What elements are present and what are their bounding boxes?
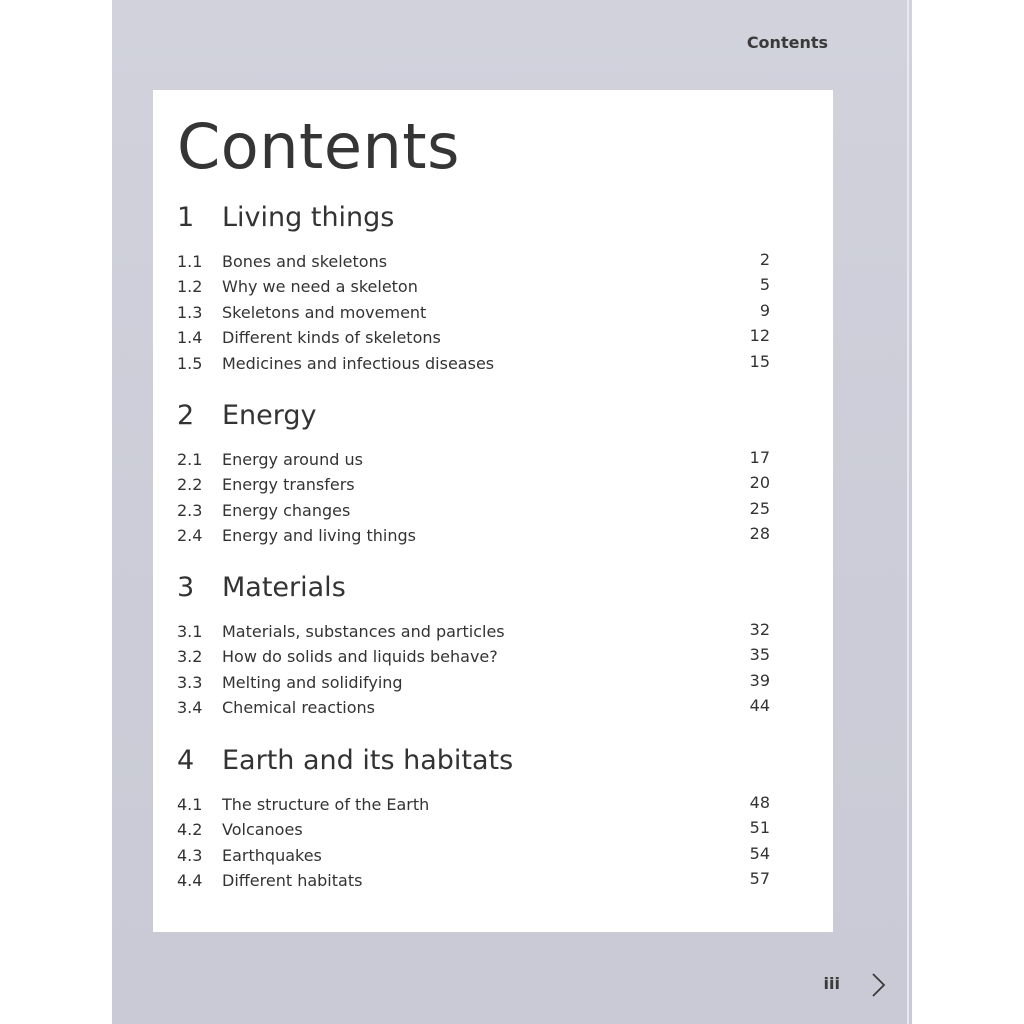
entry-number: 2.2 bbox=[177, 475, 203, 495]
running-head: Contents bbox=[746, 33, 828, 52]
chapter-title: Earth and its habitats bbox=[222, 745, 514, 776]
toc-entry[interactable] bbox=[177, 671, 777, 696]
toc-entry[interactable] bbox=[177, 448, 777, 473]
entry-title: Medicines and infectious diseases bbox=[222, 353, 495, 373]
toc-entry[interactable] bbox=[177, 499, 777, 524]
entry-title: Earthquakes bbox=[222, 845, 322, 865]
entry-page: 12 bbox=[749, 326, 770, 346]
toc-entry[interactable] bbox=[177, 620, 777, 645]
chapter-title: Materials bbox=[222, 572, 346, 603]
entry-number: 1.2 bbox=[177, 277, 203, 297]
entry-title: Materials, substances and particles bbox=[222, 622, 505, 641]
entry-title: How do solids and liquids behave? bbox=[222, 647, 498, 667]
entry-page: 20 bbox=[749, 473, 770, 493]
entry-title: Chemical reactions bbox=[222, 698, 375, 718]
chapter-1 bbox=[177, 202, 777, 377]
chapter-title: Living things bbox=[222, 202, 395, 233]
contents-panel bbox=[153, 90, 833, 932]
toc-entry[interactable] bbox=[177, 301, 777, 326]
entry-page: 51 bbox=[749, 818, 770, 838]
entry-number: 3.3 bbox=[177, 672, 203, 692]
toc-entry[interactable] bbox=[177, 352, 777, 377]
entry-title: Skeletons and movement bbox=[222, 302, 427, 322]
page-number: iii bbox=[823, 974, 840, 993]
chapter-title: Energy bbox=[222, 400, 317, 431]
book-page bbox=[112, 0, 912, 1024]
entry-page: 28 bbox=[749, 524, 770, 544]
entry-title: Why we need a skeleton bbox=[222, 277, 418, 297]
entry-number: 4.2 bbox=[177, 820, 203, 840]
toc-entry[interactable] bbox=[177, 326, 777, 351]
entry-page: 9 bbox=[759, 300, 770, 320]
toc-entry[interactable] bbox=[177, 844, 777, 869]
entry-page: 15 bbox=[749, 351, 770, 371]
entry-number: 2.1 bbox=[177, 450, 203, 469]
entry-title: Different habitats bbox=[222, 871, 363, 891]
entry-number: 4.3 bbox=[177, 845, 203, 865]
entry-title: Energy and living things bbox=[222, 526, 416, 546]
entry-title: Volcanoes bbox=[222, 820, 303, 840]
entry-number: 3.4 bbox=[177, 698, 203, 718]
entry-page: 54 bbox=[749, 843, 770, 863]
entry-title: Bones and skeletons bbox=[222, 252, 388, 271]
entry-page: 35 bbox=[749, 645, 770, 665]
entry-page: 48 bbox=[749, 793, 770, 812]
entry-title: Energy transfers bbox=[222, 475, 355, 495]
chapter-number: 1 bbox=[177, 202, 195, 233]
chapter-3 bbox=[177, 572, 777, 722]
toc-entry[interactable] bbox=[177, 524, 777, 549]
entry-title: Energy around us bbox=[222, 450, 363, 469]
entry-number: 3.2 bbox=[177, 647, 203, 667]
toc-entry[interactable] bbox=[177, 869, 777, 894]
entry-title: The structure of the Earth bbox=[222, 795, 430, 814]
toc-entry[interactable] bbox=[177, 818, 777, 843]
entry-page: 25 bbox=[749, 498, 770, 518]
entry-page: 17 bbox=[749, 448, 770, 467]
entry-number: 2.4 bbox=[177, 526, 203, 546]
entry-page: 32 bbox=[749, 620, 770, 639]
entry-page: 44 bbox=[749, 696, 770, 716]
entry-page: 39 bbox=[749, 670, 770, 690]
entry-title: Different kinds of skeletons bbox=[222, 328, 441, 348]
entry-title: Energy changes bbox=[222, 500, 351, 520]
toc-entry[interactable] bbox=[177, 473, 777, 498]
page-edge bbox=[907, 0, 909, 1024]
entry-number: 2.3 bbox=[177, 500, 203, 520]
entry-page: 2 bbox=[759, 250, 770, 269]
entry-number: 1.5 bbox=[177, 353, 203, 373]
entry-number: 1.4 bbox=[177, 328, 203, 348]
entry-page: 5 bbox=[759, 275, 770, 295]
toc-entry[interactable] bbox=[177, 696, 777, 721]
chapter-4 bbox=[177, 745, 777, 895]
toc-entry[interactable] bbox=[177, 645, 777, 670]
entry-number: 4.1 bbox=[177, 795, 203, 814]
chapter-number: 2 bbox=[177, 400, 195, 431]
entry-number: 3.1 bbox=[177, 622, 203, 641]
chapter-number: 3 bbox=[177, 572, 195, 603]
chapter-2 bbox=[177, 400, 777, 550]
page-title: Contents bbox=[177, 110, 460, 183]
entry-number: 1.3 bbox=[177, 302, 203, 322]
entry-number: 1.1 bbox=[177, 252, 203, 271]
chapter-number: 4 bbox=[177, 745, 195, 776]
toc-entry[interactable] bbox=[177, 250, 777, 275]
entry-page: 57 bbox=[749, 869, 770, 889]
entry-title: Melting and solidifying bbox=[222, 672, 403, 692]
toc-entry[interactable] bbox=[177, 793, 777, 818]
toc-entry[interactable] bbox=[177, 275, 777, 300]
chevron-right-icon[interactable] bbox=[870, 972, 886, 998]
entry-number: 4.4 bbox=[177, 871, 203, 891]
